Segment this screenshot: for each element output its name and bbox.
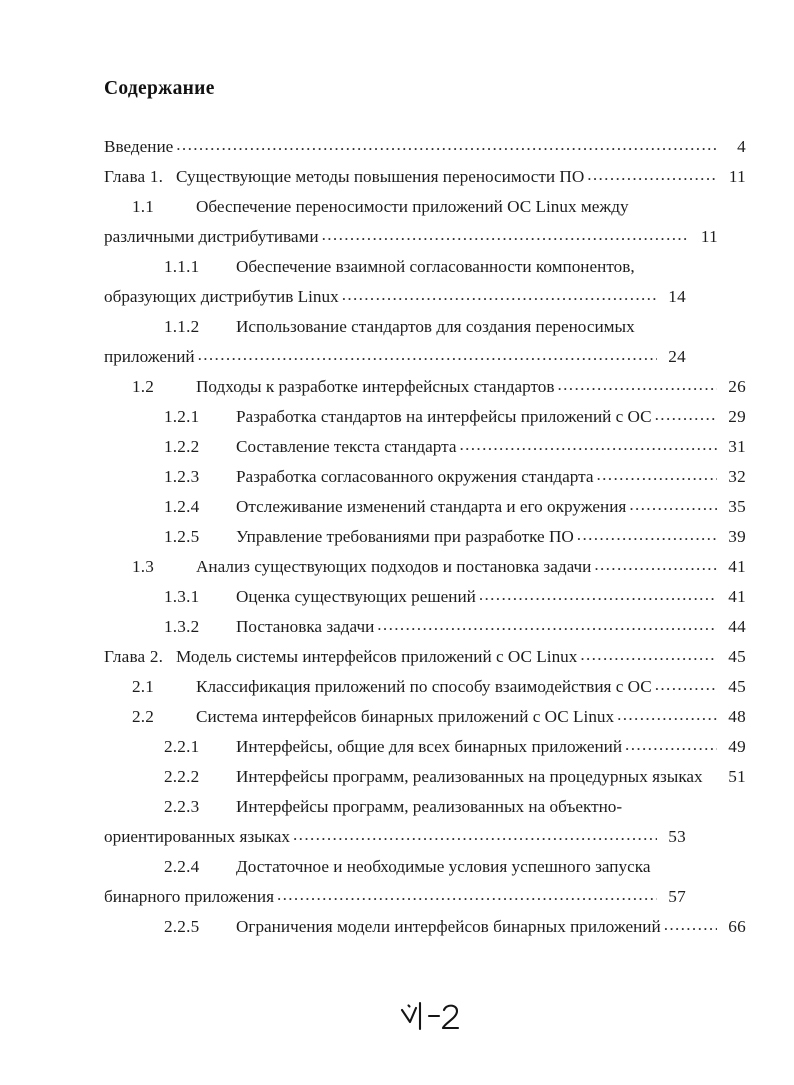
toc-dot-leader xyxy=(577,525,717,542)
toc-dot-leader xyxy=(277,885,657,902)
toc-entry-label: Отслеживание изменений стандарта и его окружения xyxy=(236,497,627,516)
toc-page-number: 66 xyxy=(728,917,746,936)
toc-entry[interactable] xyxy=(104,312,746,372)
toc-entry-number: 1.2.4 xyxy=(164,497,200,516)
toc-dot-leader xyxy=(198,345,657,362)
toc-entry-number: 1.3.1 xyxy=(164,587,200,606)
toc-entry[interactable] xyxy=(104,462,746,492)
toc-page-number: 26 xyxy=(728,377,746,396)
toc-page-number: 4 xyxy=(737,137,746,156)
toc-entry[interactable] xyxy=(104,252,746,312)
toc-page-number: 44 xyxy=(728,617,746,636)
toc-entry-number: 2.2.4 xyxy=(164,857,200,876)
toc-entry-label: Интерфейсы программ, реализованных на объектно- xyxy=(236,797,623,816)
toc-entry-label: Модель системы интерфейсов приложений с ОС Linux xyxy=(176,647,578,666)
toc-page-number: 35 xyxy=(728,497,746,516)
toc-entry[interactable] xyxy=(104,762,746,792)
page-title: Содержание xyxy=(104,78,215,99)
toc-entry[interactable] xyxy=(104,492,746,522)
toc-entry-label: Подходы к разработке интерфейсных стандартов xyxy=(196,377,555,396)
toc-entry-line xyxy=(164,792,746,822)
toc-entry[interactable] xyxy=(104,642,746,672)
toc-entry-line xyxy=(104,642,746,672)
toc-dot-leader xyxy=(664,915,717,932)
toc-page-number: 48 xyxy=(728,707,746,726)
toc-page-number: 32 xyxy=(728,467,746,486)
toc-dot-leader xyxy=(322,225,689,242)
toc-entry-number: 2.2 xyxy=(132,707,155,726)
toc-dot-leader xyxy=(625,735,717,752)
toc-entry-number: 1.2.2 xyxy=(164,437,200,456)
toc-entry[interactable] xyxy=(104,912,746,942)
toc-entry-label: Классификация приложений по способу взаимодействия с ОС xyxy=(196,677,652,696)
toc-entry-label: Составление текста стандарта xyxy=(236,437,457,456)
toc-entry-number: 1.3 xyxy=(132,557,155,576)
toc-dot-leader xyxy=(650,855,746,872)
toc-page-number: 45 xyxy=(728,677,746,696)
toc-entry-line xyxy=(164,252,746,282)
toc-entry-line xyxy=(132,192,746,222)
toc-entry[interactable] xyxy=(104,582,746,612)
toc-entry-number: 2.2.2 xyxy=(164,767,200,786)
toc-entry-label: Система интерфейсов бинарных приложений с ОС Linux xyxy=(196,707,615,726)
toc-entry-label: Обеспечение взаимной согласованности компонентов, xyxy=(236,257,635,276)
toc-entry[interactable] xyxy=(104,732,746,762)
toc-entry[interactable] xyxy=(104,552,746,582)
toc-entry-number: 1.1 xyxy=(132,197,155,216)
toc-entry-label: Оценка существующих решений xyxy=(236,587,476,606)
toc-entry-label: Ограничения модели интерфейсов бинарных приложений xyxy=(236,917,661,936)
toc-dot-leader xyxy=(342,285,657,302)
toc-entry[interactable] xyxy=(104,792,746,852)
toc-entry-label: Анализ существующих подходов и постановка задачи xyxy=(196,557,592,576)
toc-dot-leader xyxy=(629,495,717,512)
toc-entry-line xyxy=(164,492,746,522)
toc-entry-line xyxy=(132,702,746,732)
toc-entry-label: Использование стандартов для создания переносимых xyxy=(236,317,635,336)
toc-page-number: 45 xyxy=(728,647,746,666)
toc-entry-number: 1.2.3 xyxy=(164,467,200,486)
toc-entry[interactable] xyxy=(104,672,746,702)
toc-entry-label: Разработка стандартов на интерфейсы приложений с ОС xyxy=(236,407,652,426)
toc-entry-continuation xyxy=(104,822,686,852)
toc-entry-line xyxy=(164,852,746,882)
toc-entry-continuation xyxy=(104,882,686,912)
toc-dot-leader xyxy=(176,135,717,152)
toc-page-number: 31 xyxy=(728,437,746,456)
toc-entry-label: Интерфейсы, общие для всех бинарных приложений xyxy=(236,737,623,756)
toc-entry-line xyxy=(164,462,746,492)
toc-page-number: 24 xyxy=(668,347,686,366)
toc-entry-number: 1.2 xyxy=(132,377,155,396)
toc-entry-label: Управление требованиями при разработке ПО xyxy=(236,527,574,546)
toc-dot-leader xyxy=(459,435,717,452)
toc-page-number: 51 xyxy=(728,767,746,786)
toc-page-number: 11 xyxy=(700,227,718,246)
handwritten-page-mark xyxy=(396,996,486,1040)
toc-dot-leader xyxy=(580,645,717,662)
toc-entry-number: 1.3.2 xyxy=(164,617,200,636)
toc-entry-line xyxy=(132,672,746,702)
toc-dot-leader xyxy=(617,705,717,722)
page-mark-glyph xyxy=(396,996,486,1040)
toc-entry-label-wrapped: бинарного приложения xyxy=(104,887,274,906)
toc-entry[interactable] xyxy=(104,132,746,162)
toc-entry-line xyxy=(164,582,746,612)
toc-entry-continuation xyxy=(104,342,686,372)
toc-entry[interactable] xyxy=(104,192,746,252)
toc-entry-number: 1.1.1 xyxy=(164,257,200,276)
toc-entry-number: 1.1.2 xyxy=(164,317,200,336)
toc-entry-line xyxy=(132,552,746,582)
toc-entry-label-wrapped: различными дистрибутивами xyxy=(104,227,319,246)
toc-dot-leader xyxy=(597,465,717,482)
toc-entry-line xyxy=(164,402,746,432)
toc-entry-label: Постановка задачи xyxy=(236,617,375,636)
toc-entry-label: Достаточное и необходимые условия успешного запуска xyxy=(236,857,651,876)
toc-list xyxy=(104,132,746,942)
toc-entry-continuation xyxy=(104,282,686,312)
toc-entry-number: 1.2.1 xyxy=(164,407,200,426)
toc-entry-number: 1.2.5 xyxy=(164,527,200,546)
toc-entry-line xyxy=(164,312,746,342)
toc-entry-label: Введение xyxy=(104,137,174,156)
toc-entry-number: 2.2.3 xyxy=(164,797,200,816)
toc-dot-leader xyxy=(594,555,717,572)
toc-container xyxy=(104,78,746,942)
toc-entry-line xyxy=(132,372,746,402)
toc-entry-line xyxy=(164,912,746,942)
toc-page-number: 29 xyxy=(728,407,746,426)
toc-entry[interactable] xyxy=(104,372,746,402)
toc-entry-line xyxy=(164,522,746,552)
toc-dot-leader xyxy=(635,315,746,332)
toc-entry-label-wrapped: приложений xyxy=(104,347,195,366)
toc-page-number: 57 xyxy=(668,887,686,906)
toc-entry[interactable] xyxy=(104,432,746,462)
toc-entry[interactable] xyxy=(104,522,746,552)
toc-entry-line xyxy=(104,132,746,162)
toc-entry[interactable] xyxy=(104,852,746,912)
toc-entry-number: Глава 1. xyxy=(104,167,164,186)
toc-dot-leader xyxy=(655,405,717,422)
toc-entry-continuation xyxy=(104,222,718,252)
toc-entry-label: Существующие методы повышения переносимости ПО xyxy=(176,167,585,186)
toc-entry-line xyxy=(164,432,746,462)
toc-entry[interactable] xyxy=(104,402,746,432)
toc-entry-label: Интерфейсы программ, реализованных на процедурных языках xyxy=(236,767,703,786)
toc-dot-leader xyxy=(635,255,746,272)
toc-entry-number: 2.2.5 xyxy=(164,917,200,936)
toc-dot-leader xyxy=(377,615,717,632)
toc-entry-line xyxy=(104,162,746,192)
toc-entry-line xyxy=(164,762,746,792)
toc-entry[interactable] xyxy=(104,702,746,732)
toc-dot-leader xyxy=(587,165,717,182)
toc-dot-leader xyxy=(479,585,717,602)
toc-dot-leader xyxy=(622,795,746,812)
toc-dot-leader xyxy=(655,675,717,692)
toc-entry-label-wrapped: образующих дистрибутив Linux xyxy=(104,287,339,306)
toc-entry[interactable] xyxy=(104,162,746,192)
toc-dot-leader xyxy=(703,765,719,782)
toc-entry-line xyxy=(164,612,746,642)
toc-entry[interactable] xyxy=(104,612,746,642)
toc-entry-number: 2.1 xyxy=(132,677,155,696)
toc-page-number: 14 xyxy=(668,287,686,306)
toc-entry-label-wrapped: ориентированных языках xyxy=(104,827,291,846)
toc-entry-line xyxy=(164,732,746,762)
toc-entry-number: 2.2.1 xyxy=(164,737,200,756)
toc-page-number: 39 xyxy=(728,527,746,546)
toc-entry-label: Разработка согласованного окружения стандарта xyxy=(236,467,594,486)
toc-dot-leader xyxy=(293,825,657,842)
toc-entry-label: Обеспечение переносимости приложений ОС Linux между xyxy=(196,197,629,216)
toc-page-number: 41 xyxy=(728,557,746,576)
toc-page-number: 53 xyxy=(668,827,686,846)
toc-dot-leader xyxy=(629,195,746,212)
toc-entry-number: Глава 2. xyxy=(104,647,164,666)
toc-page-number: 49 xyxy=(728,737,746,756)
toc-page-number: 41 xyxy=(728,587,746,606)
toc-page-number: 11 xyxy=(728,167,746,186)
toc-dot-leader xyxy=(558,375,717,392)
